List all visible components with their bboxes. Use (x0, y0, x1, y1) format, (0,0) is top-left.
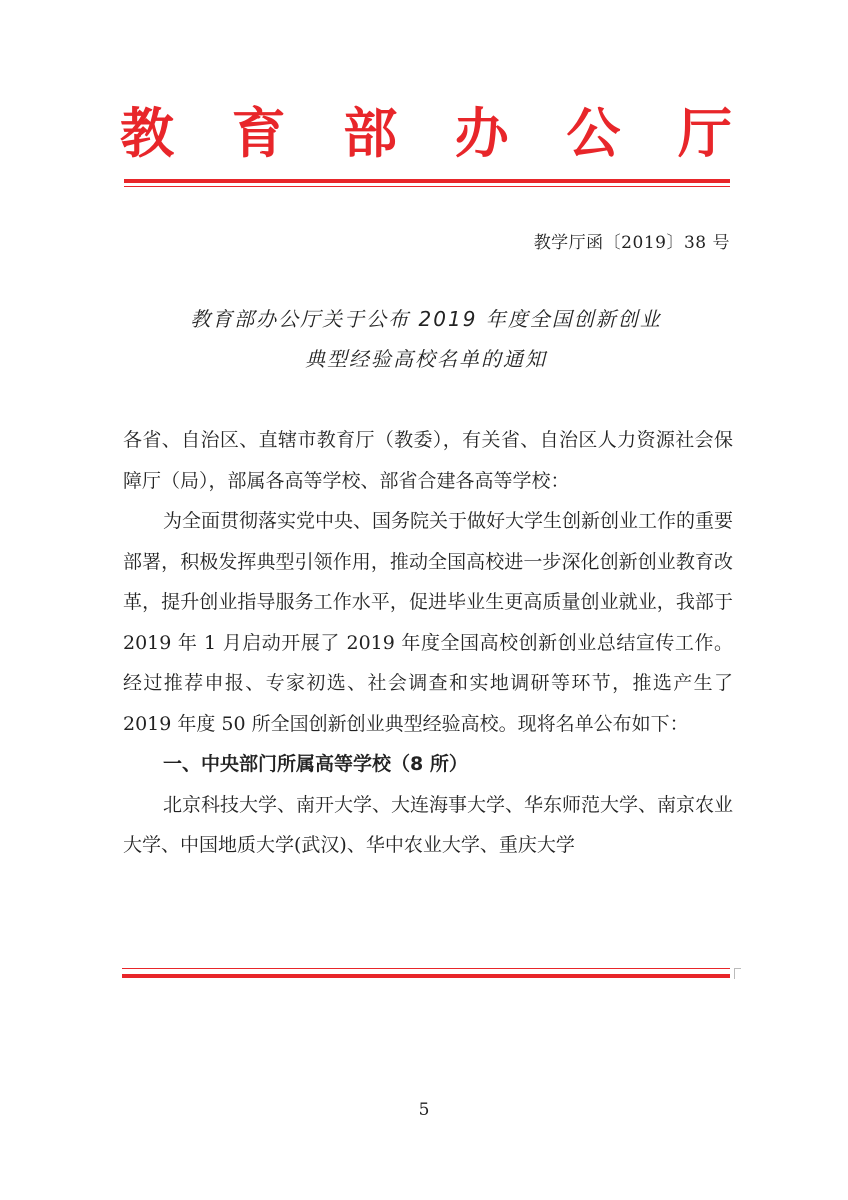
masthead (120, 98, 732, 168)
masthead-char: 厅 (677, 101, 732, 165)
footer-red-rule-thick (122, 974, 730, 978)
page-corner-mark (734, 968, 741, 979)
masthead-char: 育 (231, 101, 286, 165)
document-title-line-2: 典型经验高校名单的通知 (305, 347, 547, 371)
addressee-paragraph: 各省、自治区、直辖市教育厅（教委），有关省、自治区人力资源社会保障厅（局），部属各高等学校、部省合建各高等学校： (123, 429, 733, 492)
document-body (123, 420, 733, 866)
document-number: 教学厅函〔2019〕38 号 (533, 233, 730, 253)
header-red-rule-thin (124, 186, 730, 187)
footer-red-rule-thin (122, 968, 730, 969)
document-title-line-1: 教育部办公厅关于公布 2019 年度全国创新创业 (190, 307, 662, 331)
section-heading: 一、中央部门所属高等学校（8 所） (163, 753, 468, 775)
university-list: 北京科技大学、南开大学、大连海事大学、华东师范大学、南京农业大学、中国地质大学(武汉)、华中农业大学、重庆大学 (123, 793, 734, 856)
masthead-char: 办 (454, 101, 509, 165)
page-number: 5 (418, 1100, 430, 1120)
masthead-char: 教 (120, 101, 174, 165)
body-paragraph: 为全面贯彻落实党中央、国务院关于做好大学生创新创业工作的重要部署，积极发挥典型引领作用，推动全国高校进一步深化创新创业教育改革，提升创业指导服务工作水平，促进毕业生更高质量创业就业，我部于 2019 年 1 月启动开展了 2019 年度全国高校创新创业总结宣传工作。经过推荐申报、专家初选、社会调查和实地调研等环节，推选产生了 2019 年度 50 所全国创新创业典型经验高校。现将名单公布如下： (123, 510, 734, 735)
masthead-char: 部 (343, 101, 398, 165)
masthead-char: 公 (566, 101, 621, 165)
header-red-rule-thick (124, 179, 730, 183)
